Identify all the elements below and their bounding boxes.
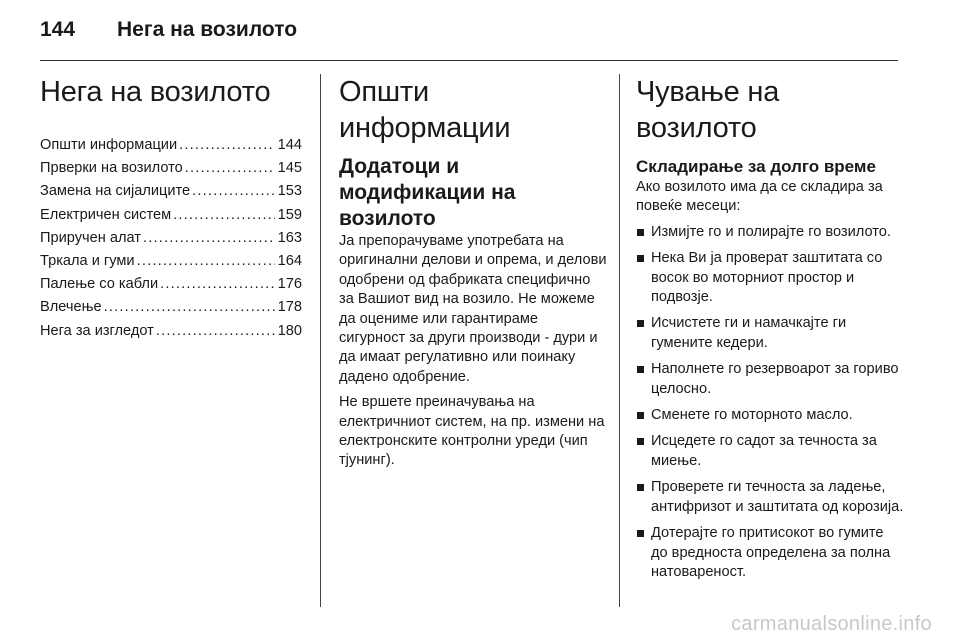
square-bullet-icon — [637, 484, 644, 491]
toc-dot-leader — [137, 250, 275, 273]
toc-entry-label: Електричен систем — [40, 206, 172, 223]
checklist-item-text: Измијте го и полирајте го возилото. — [651, 223, 891, 240]
toc-entry-page: 180 — [277, 322, 302, 339]
toc-entry[interactable] — [40, 180, 302, 203]
square-bullet-icon — [637, 320, 644, 327]
checklist-item — [636, 360, 904, 399]
toc-dot-leader — [143, 227, 275, 250]
toc-entry-label: Влечење — [40, 299, 102, 316]
storage-checklist — [636, 223, 904, 583]
running-title: Нега на возилото — [117, 18, 298, 41]
toc-entry-page: 153 — [277, 183, 302, 200]
toc-column — [40, 74, 302, 343]
table-of-contents — [40, 134, 302, 343]
general-info-column — [339, 74, 607, 471]
toc-entry[interactable] — [40, 273, 302, 296]
toc-entry[interactable] — [40, 157, 302, 180]
checklist-item-text: Исчистете ги и намачкајте ги гумените кедери. — [651, 315, 847, 351]
toc-entry-page: 176 — [277, 276, 302, 293]
toc-entry[interactable] — [40, 227, 302, 250]
header-divider — [40, 60, 898, 61]
toc-entry[interactable] — [40, 134, 302, 157]
column-divider-1 — [320, 74, 321, 607]
checklist-item — [636, 406, 904, 425]
checklist-item — [636, 314, 904, 353]
square-bullet-icon — [637, 438, 644, 445]
square-bullet-icon — [637, 366, 644, 373]
toc-entry-page: 164 — [277, 252, 302, 269]
toc-dot-leader — [104, 296, 275, 319]
toc-dot-leader — [173, 204, 275, 227]
subsection-title-accessories: Додатоци и модификации на возилото — [339, 155, 516, 230]
toc-dot-leader — [179, 134, 275, 157]
subsection-title-long-term: Складирање за долго време — [636, 157, 876, 176]
toc-entry-label: Прверки на возилото — [40, 160, 183, 177]
toc-entry-page: 145 — [277, 160, 302, 177]
storage-column — [636, 74, 904, 589]
section-title-general: Општи информации — [339, 76, 511, 144]
toc-dot-leader — [185, 157, 275, 180]
square-bullet-icon — [637, 229, 644, 236]
square-bullet-icon — [637, 530, 644, 537]
chapter-title: Нега на возилото — [40, 76, 271, 108]
toc-entry-label: Палење со кабли — [40, 276, 159, 293]
toc-entry-label: Општи информации — [40, 137, 178, 153]
checklist-item-text: Исцедете го садот за течноста за миење. — [651, 433, 877, 469]
checklist-item — [636, 223, 904, 242]
checklist-item-text: Проверете ги течноста за ладење, антифризот и заштитата од корозија. — [651, 479, 904, 515]
toc-entry-page: 178 — [277, 299, 302, 316]
toc-entry-label: Тркала и гуми — [40, 252, 135, 269]
page-header — [40, 18, 900, 52]
checklist-item — [636, 478, 904, 517]
paragraph: Не вршете преиначувања на електричниот систем, на пр. измени на електронските контролни уреди (чип тјунинг). — [339, 394, 605, 469]
toc-entry[interactable] — [40, 250, 302, 273]
checklist-item — [636, 249, 904, 307]
checklist-item — [636, 524, 904, 582]
checklist-item-text: Дотерајте го притисокот во гумите до вредноста определена за полна натовареност. — [651, 525, 891, 580]
toc-entry[interactable] — [40, 296, 302, 319]
toc-dot-leader — [156, 320, 275, 343]
intro-text: Ако возилото има да се складира за повеќе месеци: — [636, 179, 883, 215]
toc-entry-label: Замена на сијалиците — [40, 183, 191, 200]
toc-entry-label: Приручен алат — [40, 229, 141, 246]
toc-entry-page: 159 — [277, 206, 302, 223]
section-title-storage: Чување на возилото — [636, 76, 780, 144]
square-bullet-icon — [637, 412, 644, 419]
watermark: carmanualsonline.info — [731, 613, 932, 635]
paragraph: Ја препорачуваме употребата на оригинални делови и опрема, и делови одобрени од фабриката специфично за Вашиот вид на возило. Не можеме да оцениме или гарантираме сигурност за други производи - дури и да имаат регулативно или поинаку дадено одобрение. — [339, 233, 607, 385]
toc-dot-leader — [192, 180, 274, 203]
toc-entry-label: Нега за изгледот — [40, 322, 154, 339]
toc-entry[interactable] — [40, 320, 302, 343]
checklist-item — [636, 432, 904, 471]
square-bullet-icon — [637, 255, 644, 262]
toc-entry-page: 163 — [277, 229, 302, 246]
column-divider-2 — [619, 74, 620, 607]
toc-entry[interactable] — [40, 204, 302, 227]
toc-entry-page: 144 — [277, 137, 302, 153]
checklist-item-text: Наполнете го резервоарот за гориво целосно. — [651, 361, 899, 397]
toc-dot-leader — [160, 273, 275, 296]
checklist-item-text: Сменете го моторното масло. — [651, 407, 853, 424]
checklist-item-text: Нека Ви ја проверат заштитата со восок во моторниот простор и подвозје. — [651, 250, 883, 306]
page-number: 144 — [40, 18, 76, 41]
